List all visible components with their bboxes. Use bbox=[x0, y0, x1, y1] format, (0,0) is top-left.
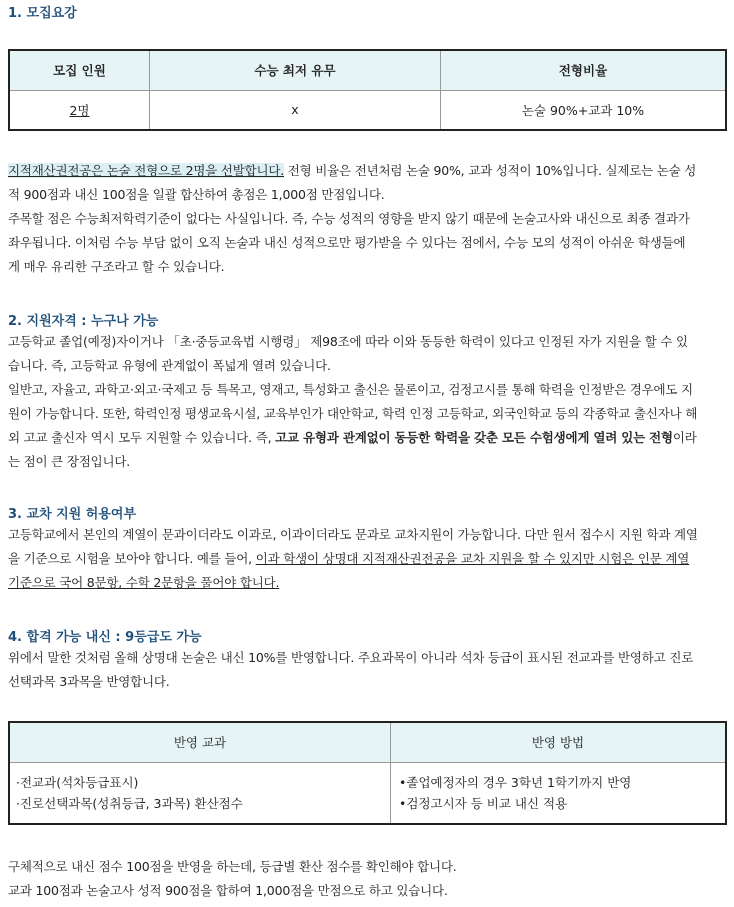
paragraph-line: 좌우됩니다. 이처럼 수능 부담 없이 오직 논술과 내신 성적으로만 평가받을 수 있다는 점에서, 수능 모의 성적이 아쉬운 학생들에 bbox=[8, 235, 686, 250]
paragraph-line: 고등학교에서 본인의 계열이 문과이더라도 이과로, 이과이더라도 문과로 교차지원이 가능합니다. 다만 원서 접수시 지원 학과 계열 bbox=[8, 527, 698, 542]
paragraph-line: 게 매우 유리한 구조라고 할 수 있습니다. bbox=[8, 259, 225, 274]
text: 을 기준으로 시험을 보아야 합니다. 예를 들어, bbox=[8, 551, 256, 566]
paragraph-line: 주목할 점은 수능최저학력기준이 없다는 사실입니다. 즉, 수능 성적의 영향을 받지 않기 때문에 논술고사와 내신으로 최종 결과가 bbox=[8, 211, 690, 226]
table-header: 모집 인원 bbox=[9, 50, 150, 90]
section-3-title: 3. 교차 지원 허용여부 bbox=[8, 507, 137, 522]
paragraph-line: 습니다. 즉, 고등학교 유형에 관계없이 폭넓게 열려 있습니다. bbox=[8, 358, 331, 373]
paragraph-line: 교과 100점과 논술고사 성적 900점을 합하여 1,000점을 만점으로 하고 있습니다. bbox=[8, 883, 448, 898]
paragraph-line: 일반고, 자율고, 과학고·외고·국제고 등 특목고, 영재고, 특성화고 출신은 물론이고, 검정고시를 통해 학력을 인정받은 경우에도 지 bbox=[8, 382, 693, 397]
list-item: •검정고시자 등 비교 내신 적용 bbox=[399, 795, 568, 811]
table-header: 반영 방법 bbox=[391, 722, 727, 762]
list-item: •졸업예정자의 경우 3학년 1학기까지 반영 bbox=[399, 774, 632, 790]
paragraph-line: 구체적으로 내신 점수 100점을 반영을 하는데, 등급별 환산 점수를 확인해야 합니다. bbox=[8, 859, 457, 874]
table-header: 반영 교과 bbox=[9, 722, 391, 762]
section-1-title: 1. 모집요강 bbox=[8, 6, 77, 21]
table-cell-subjects bbox=[9, 762, 391, 824]
highlighted-text: 지적재산권전공은 논술 전형으로 2명을 선발합니다. bbox=[8, 163, 284, 178]
paragraph-line bbox=[8, 159, 728, 183]
table-header: 수능 최저 유무 bbox=[150, 50, 441, 90]
bold-text: 고교 유형과 관계없이 동등한 학력을 갖춘 모든 수험생에게 열려 있는 전형 bbox=[275, 430, 673, 445]
table-cell-csat-minimum: x bbox=[150, 90, 441, 130]
underlined-text: 이과 학생이 상명대 지적재산권전공을 교차 지원을 할 수 있지만 시험은 인문 계열 bbox=[255, 551, 690, 566]
table-cell-quota: 2명 bbox=[9, 90, 150, 130]
table-cell-ratio: 논술 90%+교과 10% bbox=[441, 90, 727, 130]
recruitment-table bbox=[8, 49, 727, 131]
text: 전형 비율은 전년처럼 논술 90%, 교과 성적이 10%입니다. 실제로는 논술 성 bbox=[284, 163, 697, 178]
paragraph-line: 기준으로 국어 8문항, 수학 2문항을 풀어야 합니다. bbox=[8, 575, 280, 590]
paragraph-line: 선택과목 3과목을 반영합니다. bbox=[8, 674, 170, 689]
paragraph-line: 원이 가능합니다. 또한, 학력인정 평생교육시설, 교육부인가 대안학교, 학력 인정 고등학교, 외국인학교 등의 각종학교 출신자나 해 bbox=[8, 406, 698, 421]
table-header: 전형비율 bbox=[441, 50, 727, 90]
paragraph-line bbox=[8, 547, 728, 571]
grade-reflection-table bbox=[8, 721, 727, 825]
section-2-title: 2. 지원자격 : 누구나 가능 bbox=[8, 314, 159, 329]
paragraph-line bbox=[8, 426, 728, 450]
paragraph-line: 고등학교 졸업(예정)자이거나 「초·중등교육법 시행령」 제98조에 따라 이와 동등한 학력이 있다고 인정된 자가 지원을 할 수 있 bbox=[8, 334, 688, 349]
section-4-title: 4. 합격 가능 내신 : 9등급도 가능 bbox=[8, 630, 202, 645]
text: 외 고교 출신자 역시 모두 지원할 수 있습니다. 즉, bbox=[8, 430, 276, 445]
table-cell-method bbox=[391, 762, 727, 824]
list-item: ·진로선택과목(성취등급, 3과목) 환산점수 bbox=[16, 795, 243, 811]
list-item: ·전교과(석차등급표시) bbox=[16, 774, 139, 790]
paragraph-line: 는 점이 큰 장점입니다. bbox=[8, 454, 130, 469]
text: 이라 bbox=[672, 430, 697, 445]
paragraph-line: 적 900점과 내신 100점을 일괄 합산하여 총점은 1,000점 만점입니다. bbox=[8, 187, 385, 202]
paragraph-line: 위에서 말한 것처럼 올해 상명대 논술은 내신 10%를 반영합니다. 주요과목이 아니라 석차 등급이 표시된 전교과를 반영하고 진로 bbox=[8, 650, 694, 665]
